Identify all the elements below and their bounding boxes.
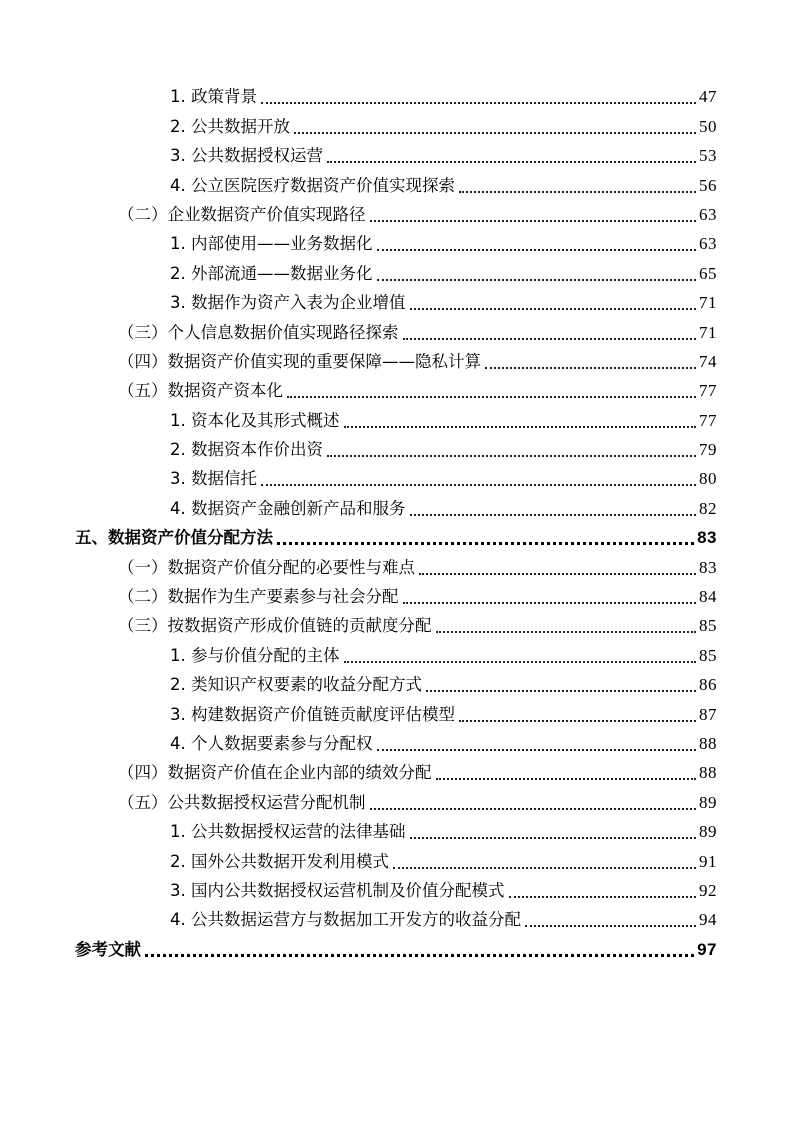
- toc-page-number: 77: [699, 381, 717, 401]
- toc-entry-title: 3. 数据信托: [170, 469, 257, 489]
- toc-dot-leader: [327, 455, 696, 457]
- toc-dot-leader: [436, 631, 697, 633]
- toc-entry-title: （五）数据资产资本化: [118, 381, 283, 401]
- toc-entry-title: 1. 内部使用——业务数据化: [170, 234, 373, 254]
- toc-page-number: 94: [699, 910, 717, 930]
- toc-page-number: 71: [699, 293, 717, 313]
- toc-subsection-entry[interactable]: [0, 461, 793, 490]
- toc-entry-title: 参考文献: [75, 939, 141, 959]
- toc-entry-title: 2. 公共数据开放: [170, 116, 290, 136]
- toc-subsection-entry[interactable]: [0, 138, 793, 167]
- toc-page-number: 92: [699, 880, 717, 900]
- toc-dot-leader: [370, 808, 697, 810]
- toc-chapter-entry[interactable]: [0, 520, 793, 549]
- toc-subsection-entry[interactable]: [0, 167, 793, 196]
- toc-page-number: 65: [699, 263, 717, 283]
- toc-entry-title: （一）数据资产价值分配的必要性与难点: [118, 557, 415, 577]
- toc-page-number: 56: [699, 175, 717, 195]
- toc-page-number: 97: [697, 939, 717, 959]
- toc-entry-title: 3. 构建数据资产价值链贡献度评估模型: [170, 704, 455, 724]
- toc-entry-title: 2. 类知识产权要素的收益分配方式: [170, 675, 422, 695]
- toc-section-entry[interactable]: [0, 197, 793, 226]
- toc-subsection-entry[interactable]: [0, 814, 793, 843]
- toc-section-entry[interactable]: [0, 784, 793, 813]
- toc-entry-title: 3. 数据作为资产入表为企业增值: [170, 293, 406, 313]
- toc-entry-title: 1. 参与价值分配的主体: [170, 645, 340, 665]
- toc-section-entry[interactable]: [0, 755, 793, 784]
- table-of-contents: [0, 79, 793, 961]
- toc-subsection-entry[interactable]: [0, 432, 793, 461]
- toc-page-number: 80: [699, 469, 717, 489]
- toc-chapter-entry[interactable]: [0, 931, 793, 960]
- toc-page-number: 89: [699, 792, 717, 812]
- toc-dot-leader: [277, 542, 694, 545]
- toc-entry-title: 1. 政策背景: [170, 87, 257, 107]
- toc-subsection-entry[interactable]: [0, 667, 793, 696]
- toc-dot-leader: [436, 778, 697, 780]
- toc-entry-title: （三）个人信息数据价值实现路径探索: [118, 322, 399, 342]
- toc-subsection-entry[interactable]: [0, 490, 793, 519]
- toc-dot-leader: [393, 867, 696, 869]
- toc-page-number: 71: [699, 322, 717, 342]
- toc-entry-title: （二）企业数据资产价值实现路径: [118, 204, 366, 224]
- toc-page-number: 91: [699, 851, 717, 871]
- toc-page-number: 82: [699, 498, 717, 518]
- toc-page-number: 89: [699, 822, 717, 842]
- toc-page-number: 74: [699, 351, 717, 371]
- toc-dot-leader: [327, 161, 696, 163]
- toc-dot-leader: [145, 954, 694, 957]
- toc-dot-leader: [419, 573, 696, 575]
- toc-dot-leader: [261, 484, 696, 486]
- toc-dot-leader: [410, 308, 697, 310]
- toc-page-number: 85: [699, 616, 717, 636]
- toc-subsection-entry[interactable]: [0, 843, 793, 872]
- toc-dot-leader: [377, 249, 697, 251]
- toc-entry-title: 2. 外部流通——数据业务化: [170, 263, 373, 283]
- toc-subsection-entry[interactable]: [0, 696, 793, 725]
- toc-entry-title: （四）数据资产价值在企业内部的绩效分配: [118, 763, 432, 783]
- toc-dot-leader: [377, 749, 697, 751]
- toc-page-number: 47: [699, 87, 717, 107]
- toc-dot-leader: [377, 279, 697, 281]
- toc-subsection-entry[interactable]: [0, 402, 793, 431]
- toc-entry-title: 五、数据资产价值分配方法: [75, 528, 273, 548]
- toc-entry-title: 2. 国外公共数据开发利用模式: [170, 851, 389, 871]
- toc-page-number: 86: [699, 675, 717, 695]
- toc-dot-leader: [410, 837, 697, 839]
- toc-dot-leader: [261, 102, 696, 104]
- toc-subsection-entry[interactable]: [0, 79, 793, 108]
- toc-page-number: 53: [699, 146, 717, 166]
- toc-dot-leader: [410, 514, 697, 516]
- toc-entry-title: 1. 资本化及其形式概述: [170, 410, 340, 430]
- toc-page-number: 88: [699, 733, 717, 753]
- toc-subsection-entry[interactable]: [0, 108, 793, 137]
- toc-entry-title: 4. 数据资产金融创新产品和服务: [170, 498, 406, 518]
- toc-entry-title: （三）按数据资产形成价值链的贡献度分配: [118, 616, 432, 636]
- toc-dot-leader: [525, 925, 696, 927]
- toc-subsection-entry[interactable]: [0, 285, 793, 314]
- toc-page-number: 83: [697, 528, 717, 548]
- toc-entry-title: （二）数据作为生产要素参与社会分配: [118, 587, 399, 607]
- toc-subsection-entry[interactable]: [0, 226, 793, 255]
- toc-dot-leader: [459, 720, 696, 722]
- toc-entry-title: 2. 数据资本作价出资: [170, 440, 323, 460]
- toc-page-number: 79: [699, 440, 717, 460]
- toc-dot-leader: [344, 426, 697, 428]
- toc-section-entry[interactable]: [0, 373, 793, 402]
- toc-entry-title: （四）数据资产价值实现的重要保障——隐私计算: [118, 351, 481, 371]
- toc-section-entry[interactable]: [0, 579, 793, 608]
- toc-subsection-entry[interactable]: [0, 255, 793, 284]
- toc-dot-leader: [509, 896, 697, 898]
- toc-entry-title: （五）公共数据授权运营分配机制: [118, 792, 366, 812]
- toc-page-number: 50: [699, 116, 717, 136]
- toc-dot-leader: [287, 396, 696, 398]
- toc-section-entry[interactable]: [0, 344, 793, 373]
- toc-entry-title: 4. 公立医院医疗数据资产价值实现探索: [170, 175, 455, 195]
- toc-dot-leader: [294, 132, 696, 134]
- toc-entry-title: 3. 公共数据授权运营: [170, 146, 323, 166]
- toc-entry-title: 4. 个人数据要素参与分配权: [170, 733, 373, 753]
- toc-subsection-entry[interactable]: [0, 873, 793, 902]
- toc-page-number: 63: [699, 234, 717, 254]
- toc-dot-leader: [403, 602, 697, 604]
- toc-page-number: 83: [699, 557, 717, 577]
- toc-entry-title: 3. 国内公共数据授权运营机制及价值分配模式: [170, 880, 505, 900]
- toc-subsection-entry[interactable]: [0, 902, 793, 931]
- toc-dot-leader: [344, 661, 697, 663]
- toc-page-number: 63: [699, 204, 717, 224]
- toc-entry-title: 1. 公共数据授权运营的法律基础: [170, 822, 406, 842]
- toc-section-entry[interactable]: [0, 608, 793, 637]
- toc-section-entry[interactable]: [0, 314, 793, 343]
- toc-dot-leader: [403, 338, 697, 340]
- toc-page-number: 84: [699, 587, 717, 607]
- toc-section-entry[interactable]: [0, 549, 793, 578]
- toc-dot-leader: [426, 690, 696, 692]
- toc-subsection-entry[interactable]: [0, 637, 793, 666]
- toc-dot-leader: [485, 367, 696, 369]
- toc-page-number: 87: [699, 704, 717, 724]
- toc-page-number: 88: [699, 763, 717, 783]
- toc-dot-leader: [459, 191, 696, 193]
- toc-entry-title: 4. 公共数据运营方与数据加工开发方的收益分配: [170, 910, 521, 930]
- toc-page-number: 85: [699, 645, 717, 665]
- toc-dot-leader: [370, 220, 697, 222]
- toc-subsection-entry[interactable]: [0, 726, 793, 755]
- toc-page-number: 77: [699, 410, 717, 430]
